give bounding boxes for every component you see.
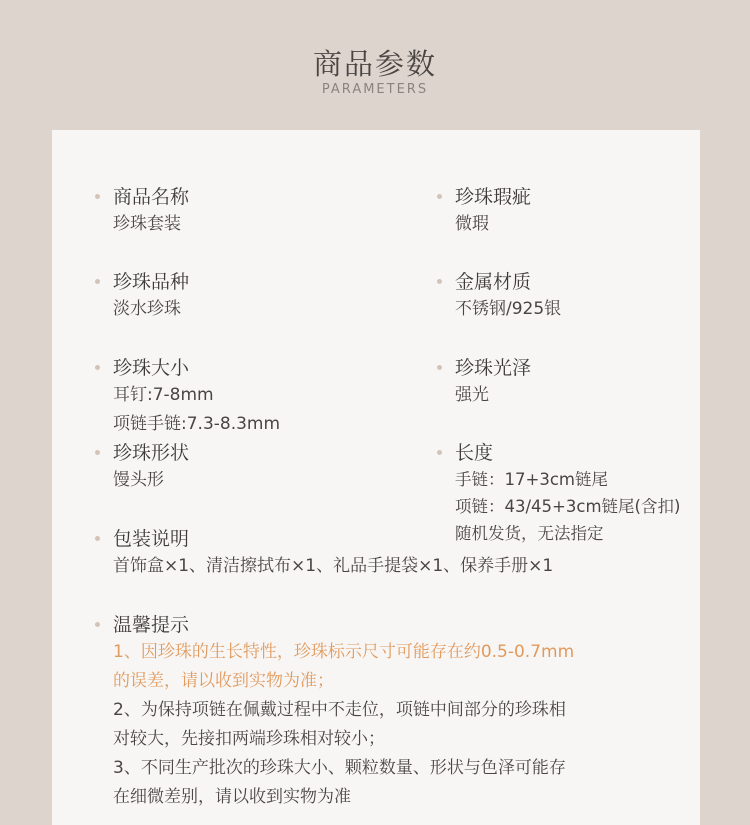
tips-line: 1、因珍珠的生长特性，珍珠标示尺寸可能存在约0.5-0.7mm xyxy=(113,642,575,662)
param-metal-material xyxy=(455,269,561,324)
param-pearl-flaw xyxy=(455,184,531,239)
tips-line: 2、为保持项链在佩戴过程中不走位，项链中间部分的珍珠相 xyxy=(113,700,566,720)
param-value: 手链：17+3cm链尾 xyxy=(455,470,608,489)
param-value: 微瑕 xyxy=(455,214,489,234)
param-value: 强光 xyxy=(455,385,489,405)
tips-label: 温馨提示 xyxy=(113,614,190,636)
bullet-icon xyxy=(95,450,100,455)
bullet-icon xyxy=(95,365,100,370)
param-pearl-shape xyxy=(113,440,189,495)
param-value: 项链：43/45+3cm链尾(含扣) xyxy=(455,497,681,516)
bullet-icon xyxy=(437,365,442,370)
param-label: 珍珠瑕疵 xyxy=(455,186,532,208)
param-pearl-size xyxy=(113,355,280,439)
param-value: 随机发货，无法指定 xyxy=(455,524,604,543)
param-label: 包装说明 xyxy=(113,528,190,550)
param-value: 项链手链:7.3-8.3mm xyxy=(113,414,281,434)
param-packaging xyxy=(113,526,553,581)
param-value: 不锈钢/925银 xyxy=(455,299,562,319)
tips-line: 的误差，请以收到实物为准； xyxy=(113,671,334,691)
bullet-icon xyxy=(95,622,100,627)
param-label: 商品名称 xyxy=(113,186,190,208)
header xyxy=(0,0,750,130)
param-label: 珍珠大小 xyxy=(113,357,190,379)
page-subtitle: PARAMETERS xyxy=(321,82,429,97)
page-title: 商品参数 xyxy=(312,47,437,81)
bullet-icon xyxy=(95,536,100,541)
param-label: 珍珠形状 xyxy=(113,442,190,464)
bullet-icon xyxy=(95,194,100,199)
param-pearl-variety xyxy=(113,269,189,324)
bullet-icon xyxy=(437,279,442,284)
bullet-icon xyxy=(437,450,442,455)
param-value: 耳钉:7-8mm xyxy=(113,385,214,405)
bullet-icon xyxy=(95,279,100,284)
tips-line: 在细微差别，请以收到实物为准 xyxy=(113,787,351,807)
param-label: 金属材质 xyxy=(455,271,532,293)
parameters-card xyxy=(52,130,700,825)
bullet-icon xyxy=(437,194,442,199)
tips-line: 3、不同生产批次的珍珠大小、颗粒数量、形状与色泽可能存 xyxy=(113,758,566,778)
param-product-name xyxy=(113,184,189,239)
param-value: 珍珠套装 xyxy=(113,214,181,234)
tips-line: 对较大，先接扣两端珍珠相对较小； xyxy=(113,729,385,749)
tips-section xyxy=(113,612,574,812)
param-label: 长度 xyxy=(455,442,494,464)
param-label: 珍珠光泽 xyxy=(455,357,532,379)
param-value: 淡水珍珠 xyxy=(113,299,181,319)
param-value: 馒头形 xyxy=(113,470,164,490)
param-label: 珍珠品种 xyxy=(113,271,190,293)
param-pearl-luster xyxy=(455,355,531,410)
param-value: 首饰盒×1、清洁擦拭布×1、礼品手提袋×1、保养手册×1 xyxy=(113,556,554,576)
